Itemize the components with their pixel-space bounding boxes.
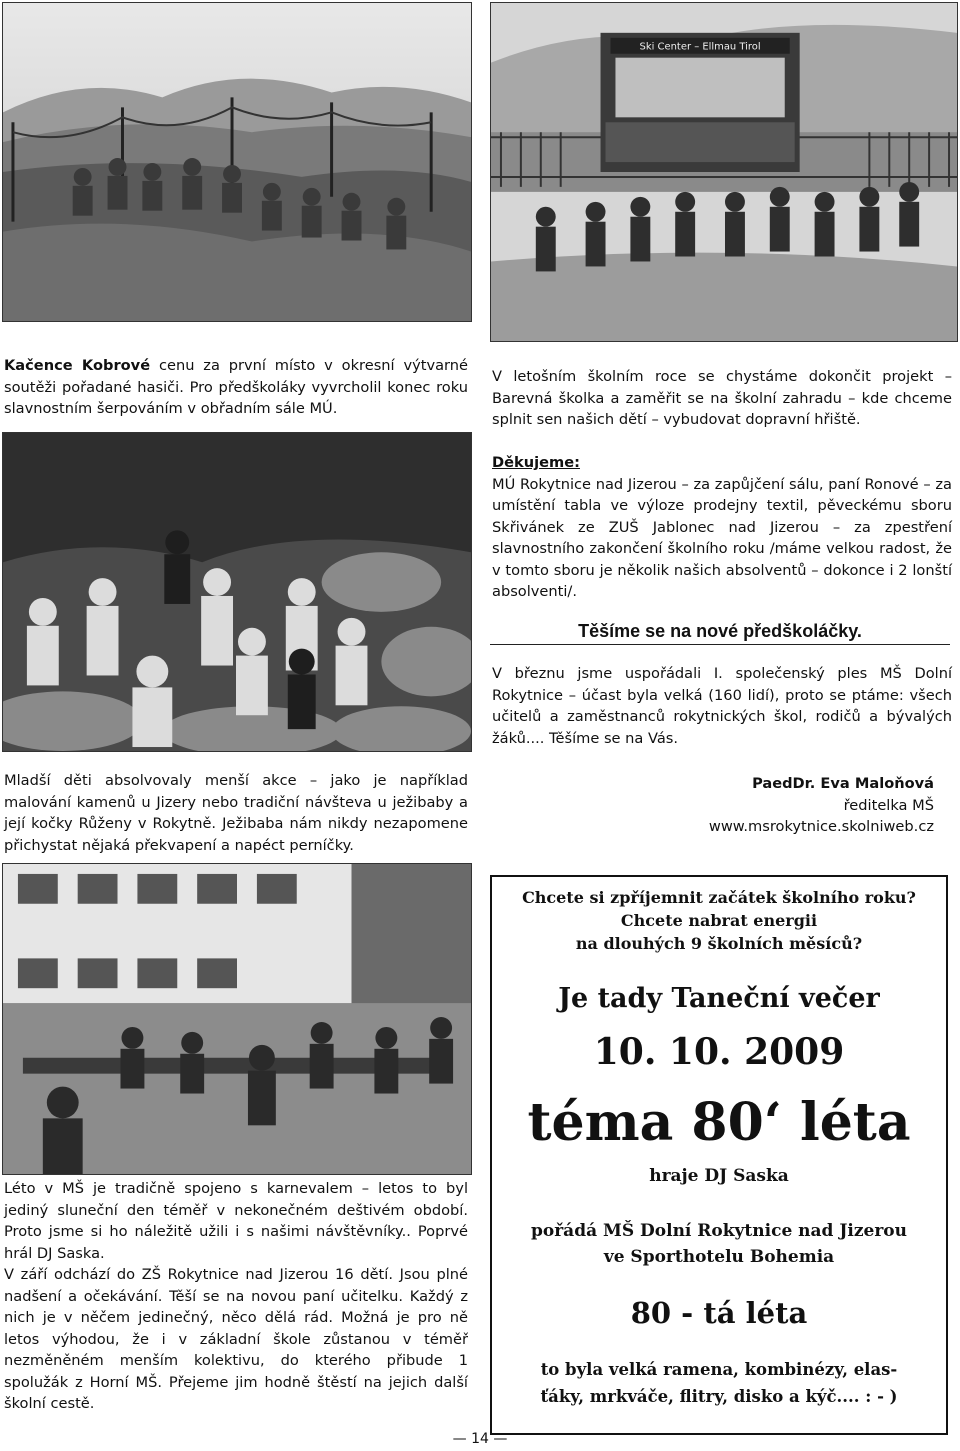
left-text-younger-kids — [4, 770, 468, 856]
award-name: Kačence Kobrové — [4, 357, 151, 374]
ad-organizer-1: pořádá MŠ Dolní Rokytnice nad Jizerou — [531, 1221, 907, 1241]
photo-children-at-school-tables — [2, 863, 472, 1175]
signature-block — [650, 773, 934, 838]
thanks-block — [492, 452, 952, 603]
page-number: — 14 — — [452, 1431, 508, 1447]
signature-name: PaedDr. Eva Maloňová — [752, 775, 934, 792]
right-text-project — [492, 366, 952, 431]
ad-question-1: Chcete si zpříjemnit začátek školního roku? — [522, 888, 916, 907]
project-paragraph: V letošním školním roce se chystáme dokončit projekt – Barevná školka a zaměřit se na školní zahradu – kde chceme splnit sen našich dětí – vybudovat dopravní hřiště. — [492, 368, 952, 428]
ad-organizer-2: ve Sporthotelu Bohemia — [603, 1247, 835, 1267]
award-text: cenu za první místo v okresní výtvarné soutěži pořadané hasiči. Pro předškoláky vyvrcholil konec roku slavnostním šerpováním v obřadním sále MÚ. — [4, 357, 468, 417]
younger-kids-paragraph: Mladší děti absolvovaly menší akce – jako je například malování kamenů u Jizery nebo tradiční návšteva u ježibaby a její kočky Růženy v Rokytně. Ježibaba nám nikdy nezapomene přichystat nějaká překvapení a napéct perníčky. — [4, 772, 468, 854]
heading-new-preschoolers: Těšíme se na nové předškoláčky. — [490, 621, 950, 645]
ad-title: Je tady Taneční večer — [558, 983, 880, 1014]
truck-sign-text: Ski Center – Ellmau Tirol — [639, 41, 761, 53]
ad-date: 10. 10. 2009 — [593, 1031, 845, 1073]
ball-paragraph: V březnu jsme uspořádali I. společenský ples MŠ Dolní Rokytnice – účast byla velká (160 lidí), proto se ptáme: všech učitelů a zaměstnanců rokytnických škol, rodičů a bývalých žáků.... Těšíme se na Vás. — [492, 665, 952, 747]
summer-paragraph: Léto v MŠ je tradičně spojeno s karnevalem – letos to byl jediný sluneční den téměř v nekonečném deštivém období. Proto jsme si ho náležitě užili i s našimi návštěvníky.. Poprvé hrál DJ Saska. — [4, 1180, 468, 1262]
ad-dj: hraje DJ Saska — [649, 1166, 789, 1186]
photo-children-on-mountain-rocks — [2, 2, 472, 322]
photo-children-in-front-of-truck — [490, 2, 958, 342]
ad-tagline-2: ťáky, mrkváče, flitry, disko a kýč.... : - ) — [540, 1387, 898, 1406]
graduates-paragraph: V září odchází do ZŠ Rokytnice nad Jizerou 16 dětí. Jsou plné nadšení a očekávání. Těší se na novou paní učitelku. Každý z nich je v něčem jedinečný, něco dělá rád. Možná je pro ně letos výhodou, že i v základní škole zůstanou v téměř nezměněném menším kolektivu, do kterého přibude 1 spolužák z Horní MŠ. Přejeme jim hodně štěstí na jejich další školní cestě. — [4, 1266, 468, 1412]
signature-web: www.msrokytnice.skolniweb.cz — [708, 818, 934, 835]
ad-question-2: Chcete nabrat energii — [620, 911, 818, 930]
signature-role: ředitelka MŠ — [843, 796, 934, 814]
thanks-text: MÚ Rokytnice nad Jizerou – za zapůjčení sálu, paní Ronové – za umístění tabla ve výloze prodejny textil, pěveckému sboru Skřivánek ze ZUŠ Jablonec nad Jizerou – za zpestření slavnostního zakončení školního roku /máme velkou radost, že v tomto sboru je několik našich absolventů – dokonce i 2 lonští absolventi/. — [492, 475, 952, 600]
ad-question-3: na dlouhých 9 školních měsíců? — [575, 934, 863, 953]
ball-text — [492, 663, 952, 749]
thanks-label: Děkujeme: — [492, 454, 580, 471]
left-text-summer — [4, 1178, 468, 1415]
photo-children-on-river-rocks — [2, 432, 472, 752]
left-text-award — [4, 355, 468, 420]
ad-tagline-1: to byla velká ramena, kombinézy, elas- — [540, 1360, 898, 1379]
dance-evening-ad — [490, 875, 948, 1435]
ad-theme: téma 80‘ léta — [527, 1092, 911, 1153]
ad-decade: 80 - tá léta — [630, 1296, 808, 1330]
